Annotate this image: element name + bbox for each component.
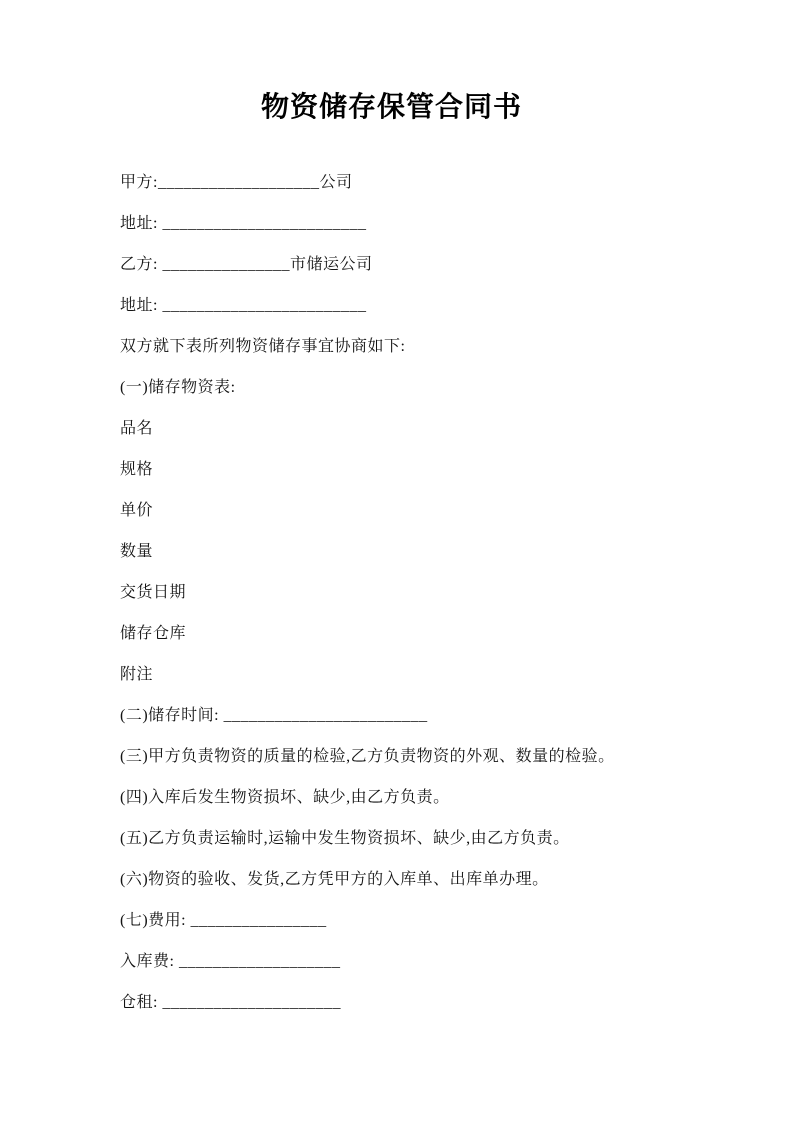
section-5-transport-clause: (五)乙方负责运输时,运输中发生物资损坏、缺少,由乙方负责。: [120, 830, 570, 847]
storage-rent-line: 仓租: _____________________: [120, 994, 341, 1011]
section-2-storage-period-line: (二)储存时间: ________________________: [120, 707, 428, 724]
party-a-address-line: 地址: ________________________: [120, 215, 367, 232]
section-4-damage-clause: (四)入库后发生物资损坏、缺少,由乙方负责。: [120, 789, 450, 806]
field-label-remarks: 附注: [120, 666, 154, 683]
field-label-delivery-date: 交货日期: [120, 584, 187, 601]
section-3-inspection-clause: (三)甲方负责物资的质量的检验,乙方负责物资的外观、数量的检验。: [120, 748, 615, 765]
intro-line: 双方就下表所列物资储存事宜协商如下:: [120, 338, 406, 355]
section-7-fees-line: (七)费用: ________________: [120, 912, 327, 929]
section-6-receipt-clause: (六)物资的验收、发货,乙方凭甲方的入库单、出库单办理。: [120, 871, 549, 888]
section-1-storage-table-heading: (一)储存物资表:: [120, 379, 236, 396]
party-b-address-line: 地址: ________________________: [120, 297, 367, 314]
party-a-line: 甲方:___________________公司: [120, 174, 353, 191]
field-label-specification: 规格: [120, 461, 154, 478]
field-label-item-name: 品名: [120, 420, 154, 437]
field-label-unit-price: 单价: [120, 502, 154, 519]
page-title: 物资储存保管合同书: [260, 92, 522, 123]
field-label-storage-warehouse: 储存仓库: [120, 625, 187, 642]
party-b-line: 乙方: _______________市储运公司: [120, 256, 373, 273]
field-label-quantity: 数量: [120, 543, 154, 560]
warehousing-fee-line: 入库费: ___________________: [120, 953, 341, 970]
